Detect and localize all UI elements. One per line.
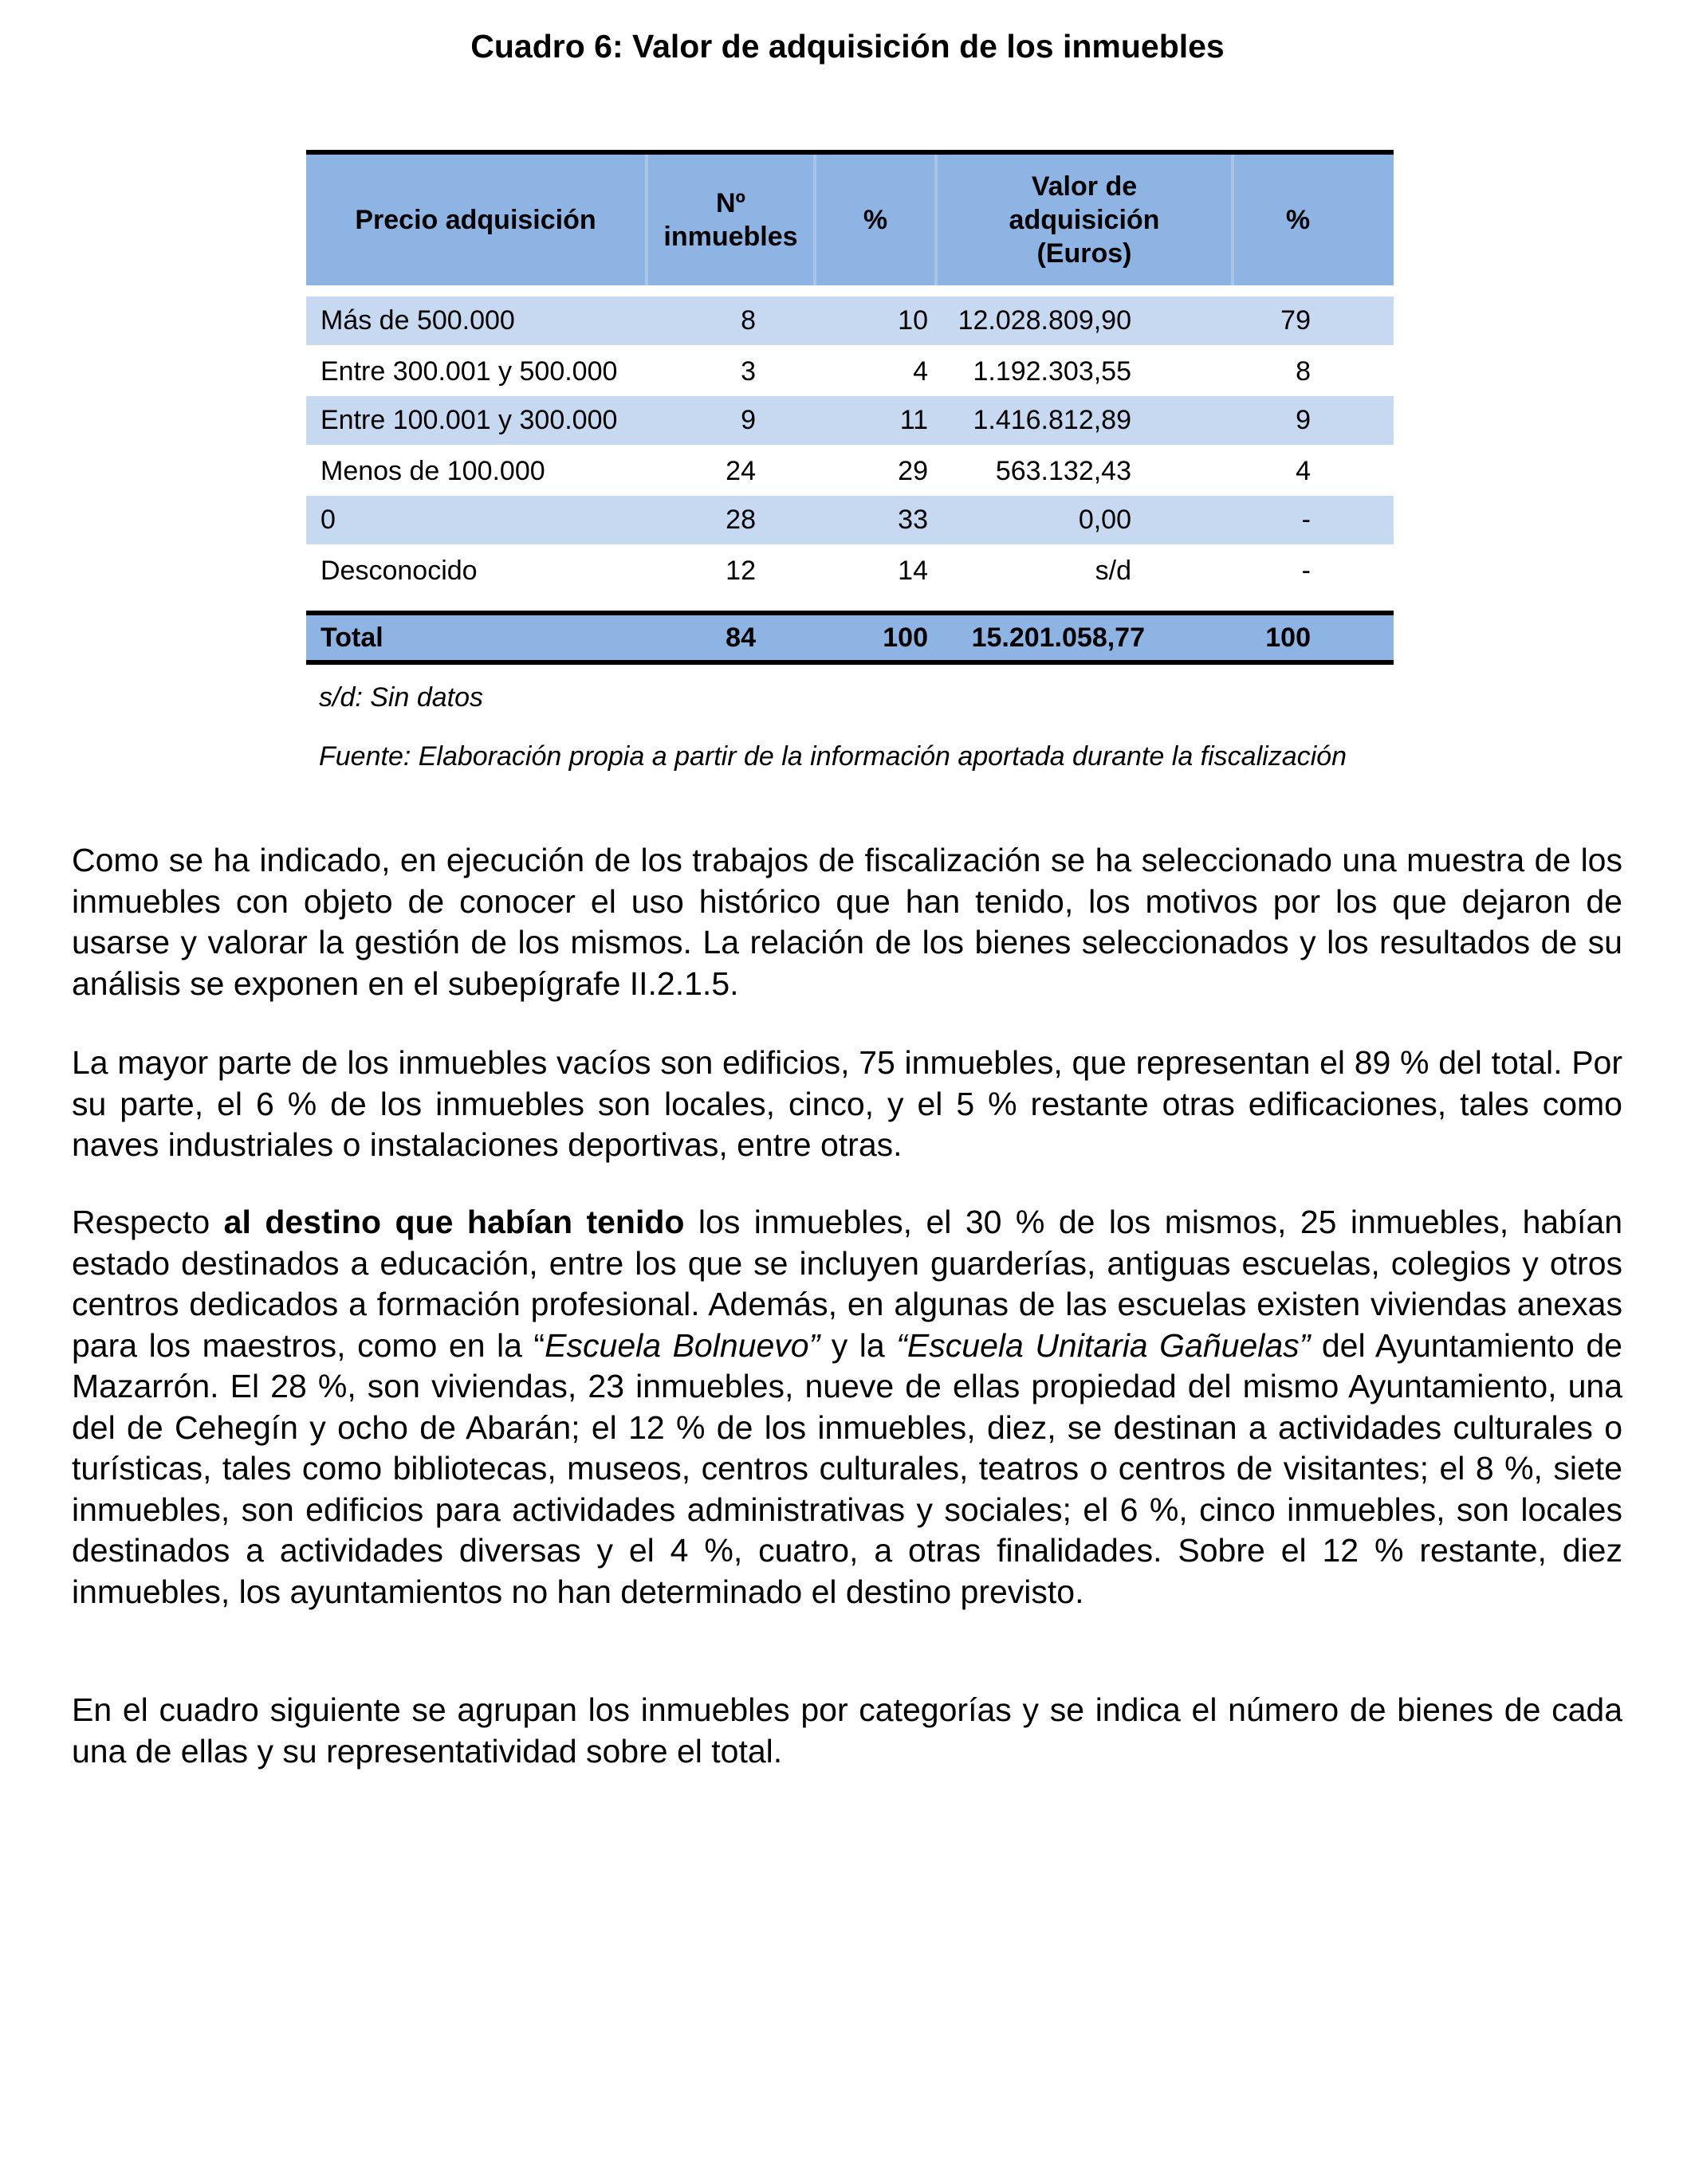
p3-italic-escuela-bolnuevo: Escuela Bolnuevo” [545,1326,820,1364]
table-row [306,447,1394,496]
cell-pct1: 14 [898,556,928,586]
cell-pct2: 79 [1280,305,1311,336]
table-source-note: Fuente: Elaboración propia a partir de la información aportada durante la fiscalización [319,741,1347,772]
cell-pct1: 11 [899,405,928,435]
cell-pct1: 33 [898,505,928,535]
table-header-row [306,150,1394,285]
cell-valor: s/d [1095,556,1131,586]
cell-pct1: 10 [898,305,928,336]
p3-text-c: y la [820,1326,897,1364]
cell-num: 24 [726,456,756,486]
table-row [306,297,1394,348]
cell-pct2: - [1301,556,1311,586]
cell-precio: Desconocido [321,556,478,586]
table-note-sd: s/d: Sin datos [319,682,484,713]
p3-text-b: los inmuebles, el 30 % de los mismos, 25 inmuebles, habían estado destinados a educación, entre los que se incluyen guarderías, antiguas escuelas, colegios y otros centros dedicados a formación profesional. Además, en algunas de las escuelas existen viviendas anexas para los maestros, como en la “ [72,1204,1622,1364]
table-row [306,396,1394,447]
p3-italic-escuela-unitaria: “Escuela Unitaria Gañuelas” [896,1326,1311,1364]
p3-text-a: Respecto [72,1204,224,1240]
header-num-inmuebles: Nº inmuebles [645,155,813,285]
acquisition-value-table [306,150,1394,665]
cell-valor: 15.201.058,77 [971,622,1145,653]
header-percent-inmuebles: % [813,155,934,285]
table-row [306,547,1394,595]
body-paragraph-1: Como se ha indicado, en ejecución de los trabajos de fiscalización se ha seleccionado una muestra de los inmuebles con objeto de conocer el uso histórico que han tenido, los motivos por los que dejaron de usarse y valorar la gestión de los mismos. La relación de los bienes seleccionados y los resultados de su análisis se exponen en el subepígrafe II.2.1.5. [72,842,1622,1002]
body-paragraph-3 [72,1202,1622,1612]
cell-num: 3 [741,356,756,387]
table-caption-title: Cuadro 6: Valor de adquisición de los inmuebles [470,28,1225,65]
header-precio-adquisicion: Precio adquisición [355,205,596,235]
p3-bold-text: al destino que habían tenido [223,1204,685,1240]
cell-precio: Entre 300.001 y 500.000 [321,356,618,387]
p3-text-d: del Ayuntamiento de Mazarrón. El 28 %, son viviendas, 23 inmuebles, nueve de ellas propiedad del mismo Ayuntamiento, una del de Cehegín y ocho de Abarán; el 12 % de los inmuebles, diez, se destinan a actividades culturales o turísticas, tales como bibliotecas, museos, centros culturales, teatros o centros de visitantes; el 8 %, siete inmuebles, son edificios para actividades administrativas y sociales; el 6 %, cinco inmuebles, son locales destinados a actividades diversas y el 4 %, cuatro, a otras finalidades. Sobre el 12 % restante, diez inmuebles, los ayuntamientos no han determinado el destino previsto. [72,1326,1622,1610]
table-row [306,348,1394,396]
cell-precio: Entre 100.001 y 300.000 [321,405,618,435]
table-row [306,496,1394,547]
cell-precio: 0 [321,505,336,535]
cell-pct2: 4 [1296,456,1311,486]
cell-num: 9 [741,405,756,435]
table-total-row [306,611,1394,665]
body-paragraph-4: En el cuadro siguiente se agrupan los inmuebles por categorías y se indica el número de bienes de cada una de ellas y su representatividad sobre el total. [72,1691,1622,1770]
cell-valor: 1.192.303,55 [973,356,1131,387]
cell-precio: Más de 500.000 [321,305,515,336]
cell-num: 84 [726,622,756,653]
cell-pct2: - [1301,505,1311,535]
cell-valor: 1.416.812,89 [973,405,1131,435]
cell-pct2: 9 [1296,405,1311,435]
table-body [306,297,1394,665]
header-percent-valor: % [1231,155,1362,285]
cell-pct2: 8 [1296,356,1311,387]
cell-num: 28 [726,505,756,535]
cell-pct1: 29 [898,456,928,486]
header-valor-adquisicion: Valor de adquisición (Euros) [934,155,1231,285]
body-paragraph-2: La mayor parte de los inmuebles vacíos son edificios, 75 inmuebles, que representan el 89 % del total. Por su parte, el 6 % de los inmuebles son locales, cinco, y el 5 % restante otras edificaciones, tales como naves industriales o instalaciones deportivas, entre otras. [72,1044,1622,1163]
cell-precio: Total [321,622,383,653]
cell-valor: 12.028.809,90 [958,305,1131,336]
cell-precio: Menos de 100.000 [321,456,545,486]
cell-valor: 563.132,43 [995,456,1131,486]
cell-num: 12 [726,556,756,586]
cell-valor: 0,00 [1078,505,1131,535]
cell-pct2: 100 [1265,622,1311,653]
cell-pct1: 100 [883,622,928,653]
cell-pct1: 4 [913,356,928,387]
cell-num: 8 [741,305,756,336]
